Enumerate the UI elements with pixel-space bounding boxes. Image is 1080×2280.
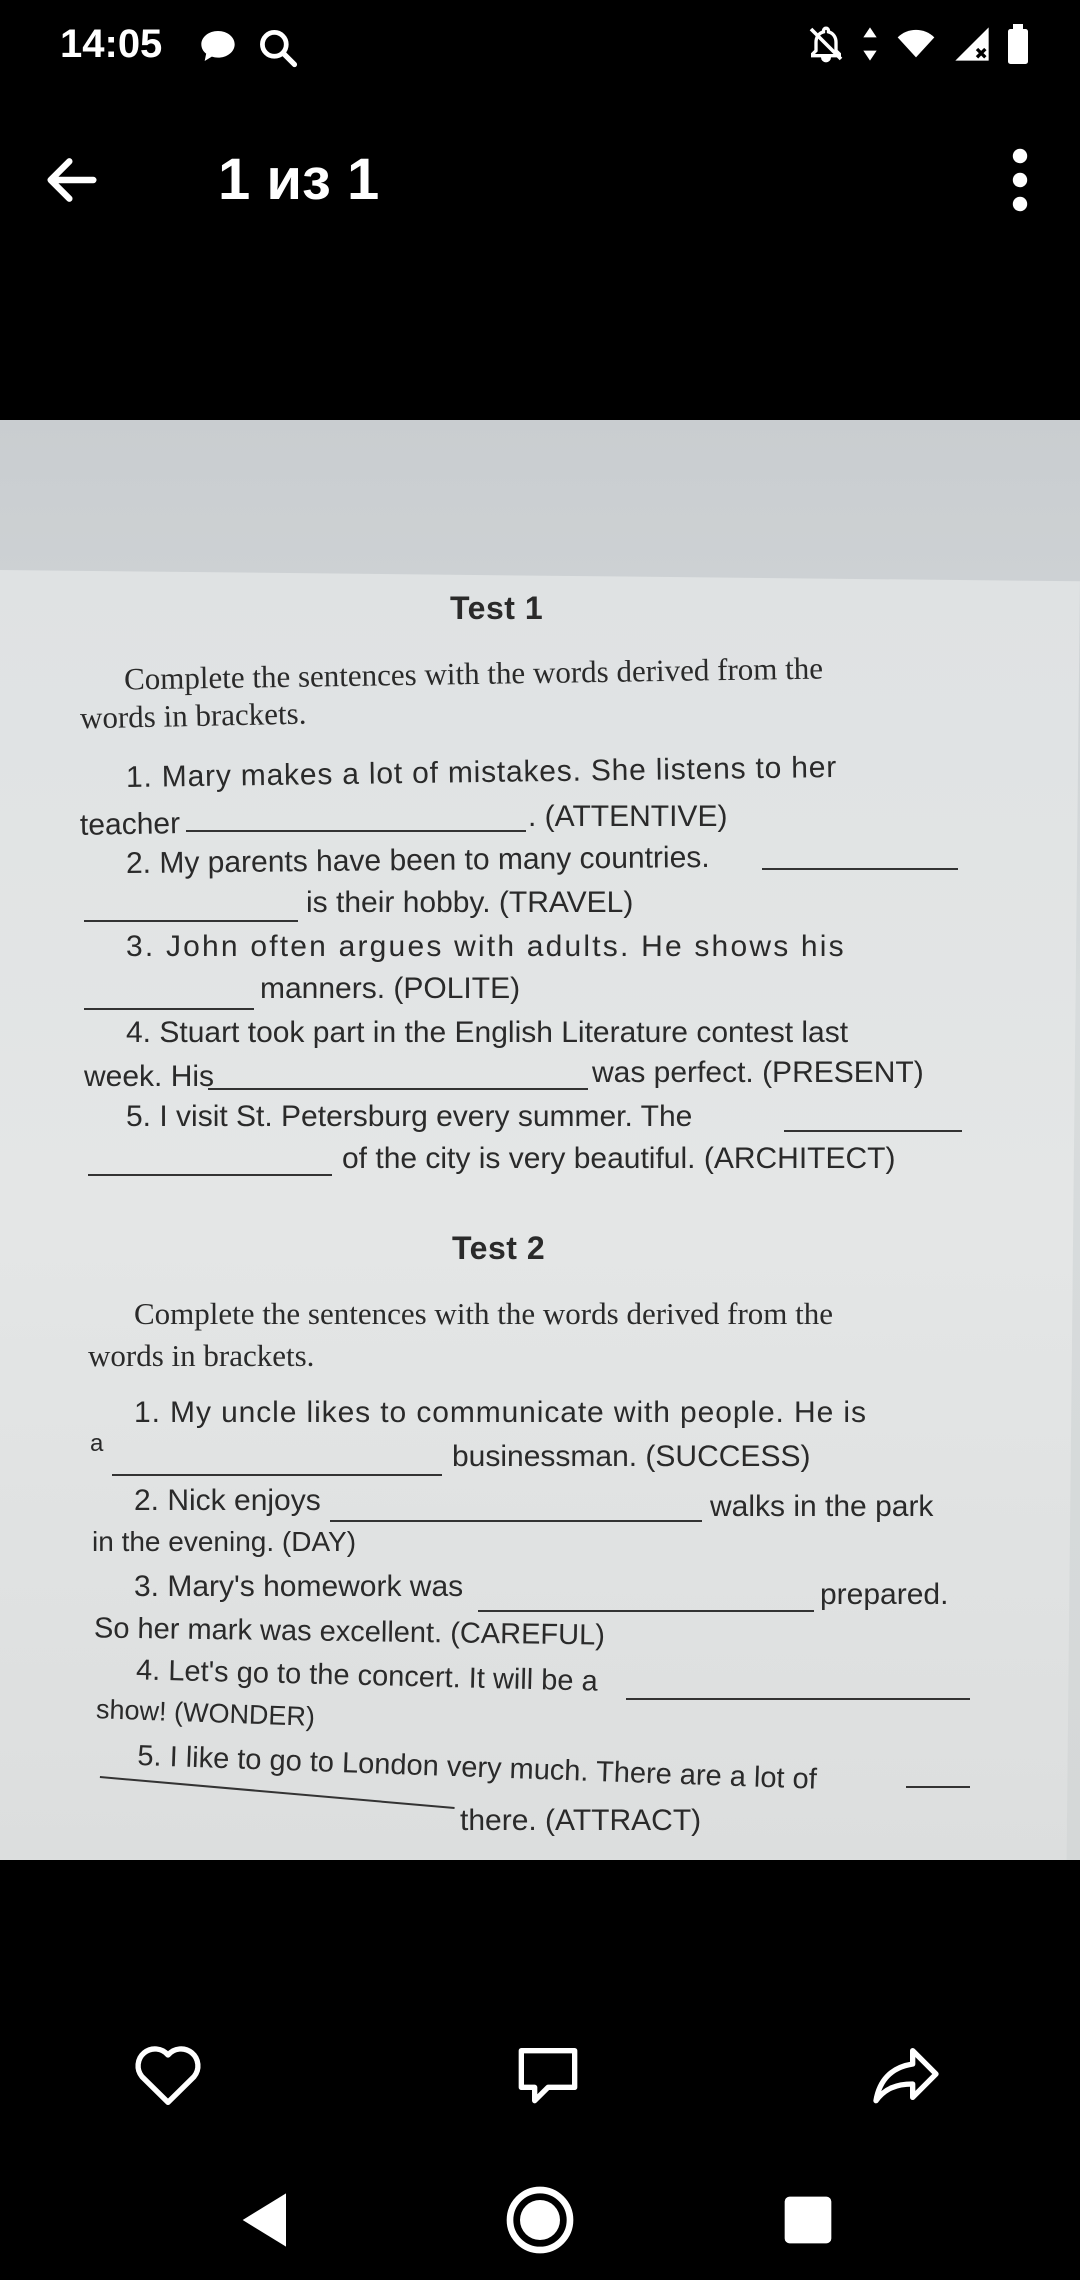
test1-s4-line2a: week. His	[84, 1060, 215, 1093]
nav-home-icon	[500, 2180, 580, 2260]
test1-instruction-line2: words in brackets.	[79, 695, 307, 736]
test2-s3-line2: So her mark was excellent. (CAREFUL)	[93, 1612, 606, 1652]
test1-s4-blank	[208, 1088, 588, 1090]
test2-instruction-line2: words in brackets.	[88, 1338, 315, 1373]
test2-s4-blank	[626, 1698, 970, 1700]
more-vertical-icon	[1000, 146, 1040, 214]
test2-s5-line2: there. (ATTRACT)	[460, 1804, 702, 1837]
signal-icon	[952, 24, 992, 64]
test1-s5-line2: of the city is very beautiful. (ARCHITECT)	[342, 1142, 896, 1175]
test2-s1-line2b: businessman. (SUCCESS)	[452, 1440, 811, 1473]
test1-s3-line2: manners. (POLITE)	[260, 972, 521, 1005]
test2-s3-line1b: prepared.	[820, 1578, 949, 1611]
test2-s3-line1a: 3. Mary's homework was	[134, 1570, 464, 1603]
test1-title: Test 1	[450, 590, 544, 626]
test1-s5-line1: 5. I visit St. Petersburg every summer. The	[126, 1100, 693, 1133]
test1-s3-blank	[84, 1008, 254, 1010]
test2-s2-line2: in the evening. (DAY)	[92, 1526, 357, 1557]
comment-button[interactable]	[508, 2034, 588, 2114]
system-navigation-bar	[0, 2150, 1080, 2280]
test2-s5-line1: 5. I like to go to London very much. There are a lot of	[136, 1740, 818, 1796]
page-counter-title: 1 из 1	[218, 147, 380, 212]
test1-s2-blank-b	[84, 920, 298, 922]
test1-s1-blank	[186, 830, 526, 832]
test1-s1-line2b: . (ATTENTIVE)	[528, 800, 728, 833]
test2-instruction-line1: Complete the sentences with the words derived from the	[134, 1296, 834, 1331]
back-button[interactable]	[40, 148, 120, 212]
page-text	[0, 420, 1080, 1860]
bottom-action-bar	[0, 2020, 1080, 2140]
wifi-icon	[894, 24, 938, 64]
nav-back-icon	[226, 2180, 306, 2260]
test2-title: Test 2	[452, 1230, 546, 1266]
app-bar	[0, 120, 1080, 240]
chat-bubble-icon	[198, 26, 238, 66]
test2-s2-blank	[330, 1520, 702, 1522]
more-options-button[interactable]	[1000, 146, 1040, 214]
test2-s1-blank	[112, 1474, 442, 1476]
share-icon	[866, 2034, 946, 2114]
photo-viewer-image[interactable]	[0, 420, 1080, 1860]
test2-s2-line1a: 2. Nick enjoys	[134, 1484, 321, 1517]
test2-s4-line2: show! (WONDER)	[95, 1694, 316, 1732]
test1-s3-line1: 3. John often argues with adults. He shows his	[126, 930, 846, 963]
status-left-icons	[198, 26, 300, 70]
test1-instruction-line1: Complete the sentences with the words derived from the	[123, 650, 824, 697]
status-bar	[0, 0, 1080, 96]
test1-s2-line2: is their hobby. (TRAVEL)	[306, 886, 634, 919]
test1-s2-line1: 2. My parents have been to many countries.	[125, 840, 710, 881]
nav-back-button[interactable]	[226, 2180, 306, 2260]
battery-icon	[1006, 24, 1030, 64]
test2-s5-blank-a	[906, 1786, 970, 1788]
test1-s4-line2b: was perfect. (PRESENT)	[592, 1056, 924, 1089]
bell-off-icon	[806, 24, 846, 64]
test1-s2-blank-a	[762, 868, 958, 870]
test1-s1-line2a: teacher	[79, 807, 181, 842]
status-time: 14:05	[60, 22, 163, 66]
search-icon	[256, 26, 300, 70]
comment-icon	[508, 2034, 588, 2114]
status-right-icons	[806, 24, 1030, 64]
test2-s4-line1: 4. Let's go to the concert. It will be a	[135, 1654, 599, 1698]
test1-s1-line1: 1. Mary makes a lot of mistakes. She listens to her	[125, 751, 838, 794]
arrow-left-icon	[40, 148, 104, 212]
data-arrows-icon	[860, 24, 880, 64]
test1-s5-blank-b	[88, 1174, 332, 1176]
test2-s3-blank	[478, 1610, 814, 1612]
heart-icon	[128, 2034, 208, 2114]
test2-s2-line1b: walks in the park	[710, 1490, 934, 1523]
test1-s5-blank-a	[784, 1130, 962, 1132]
share-button[interactable]	[866, 2034, 946, 2114]
test1-s4-line1: 4. Stuart took part in the English Literature contest last	[126, 1016, 849, 1049]
test2-s1-line1: 1. My uncle likes to communicate with people. He is	[134, 1396, 867, 1429]
nav-recents-button[interactable]	[768, 2180, 848, 2260]
test2-s1-line2a: a	[90, 1430, 104, 1457]
nav-home-button[interactable]	[500, 2180, 580, 2260]
nav-recents-icon	[768, 2180, 848, 2260]
like-button[interactable]	[128, 2034, 208, 2114]
